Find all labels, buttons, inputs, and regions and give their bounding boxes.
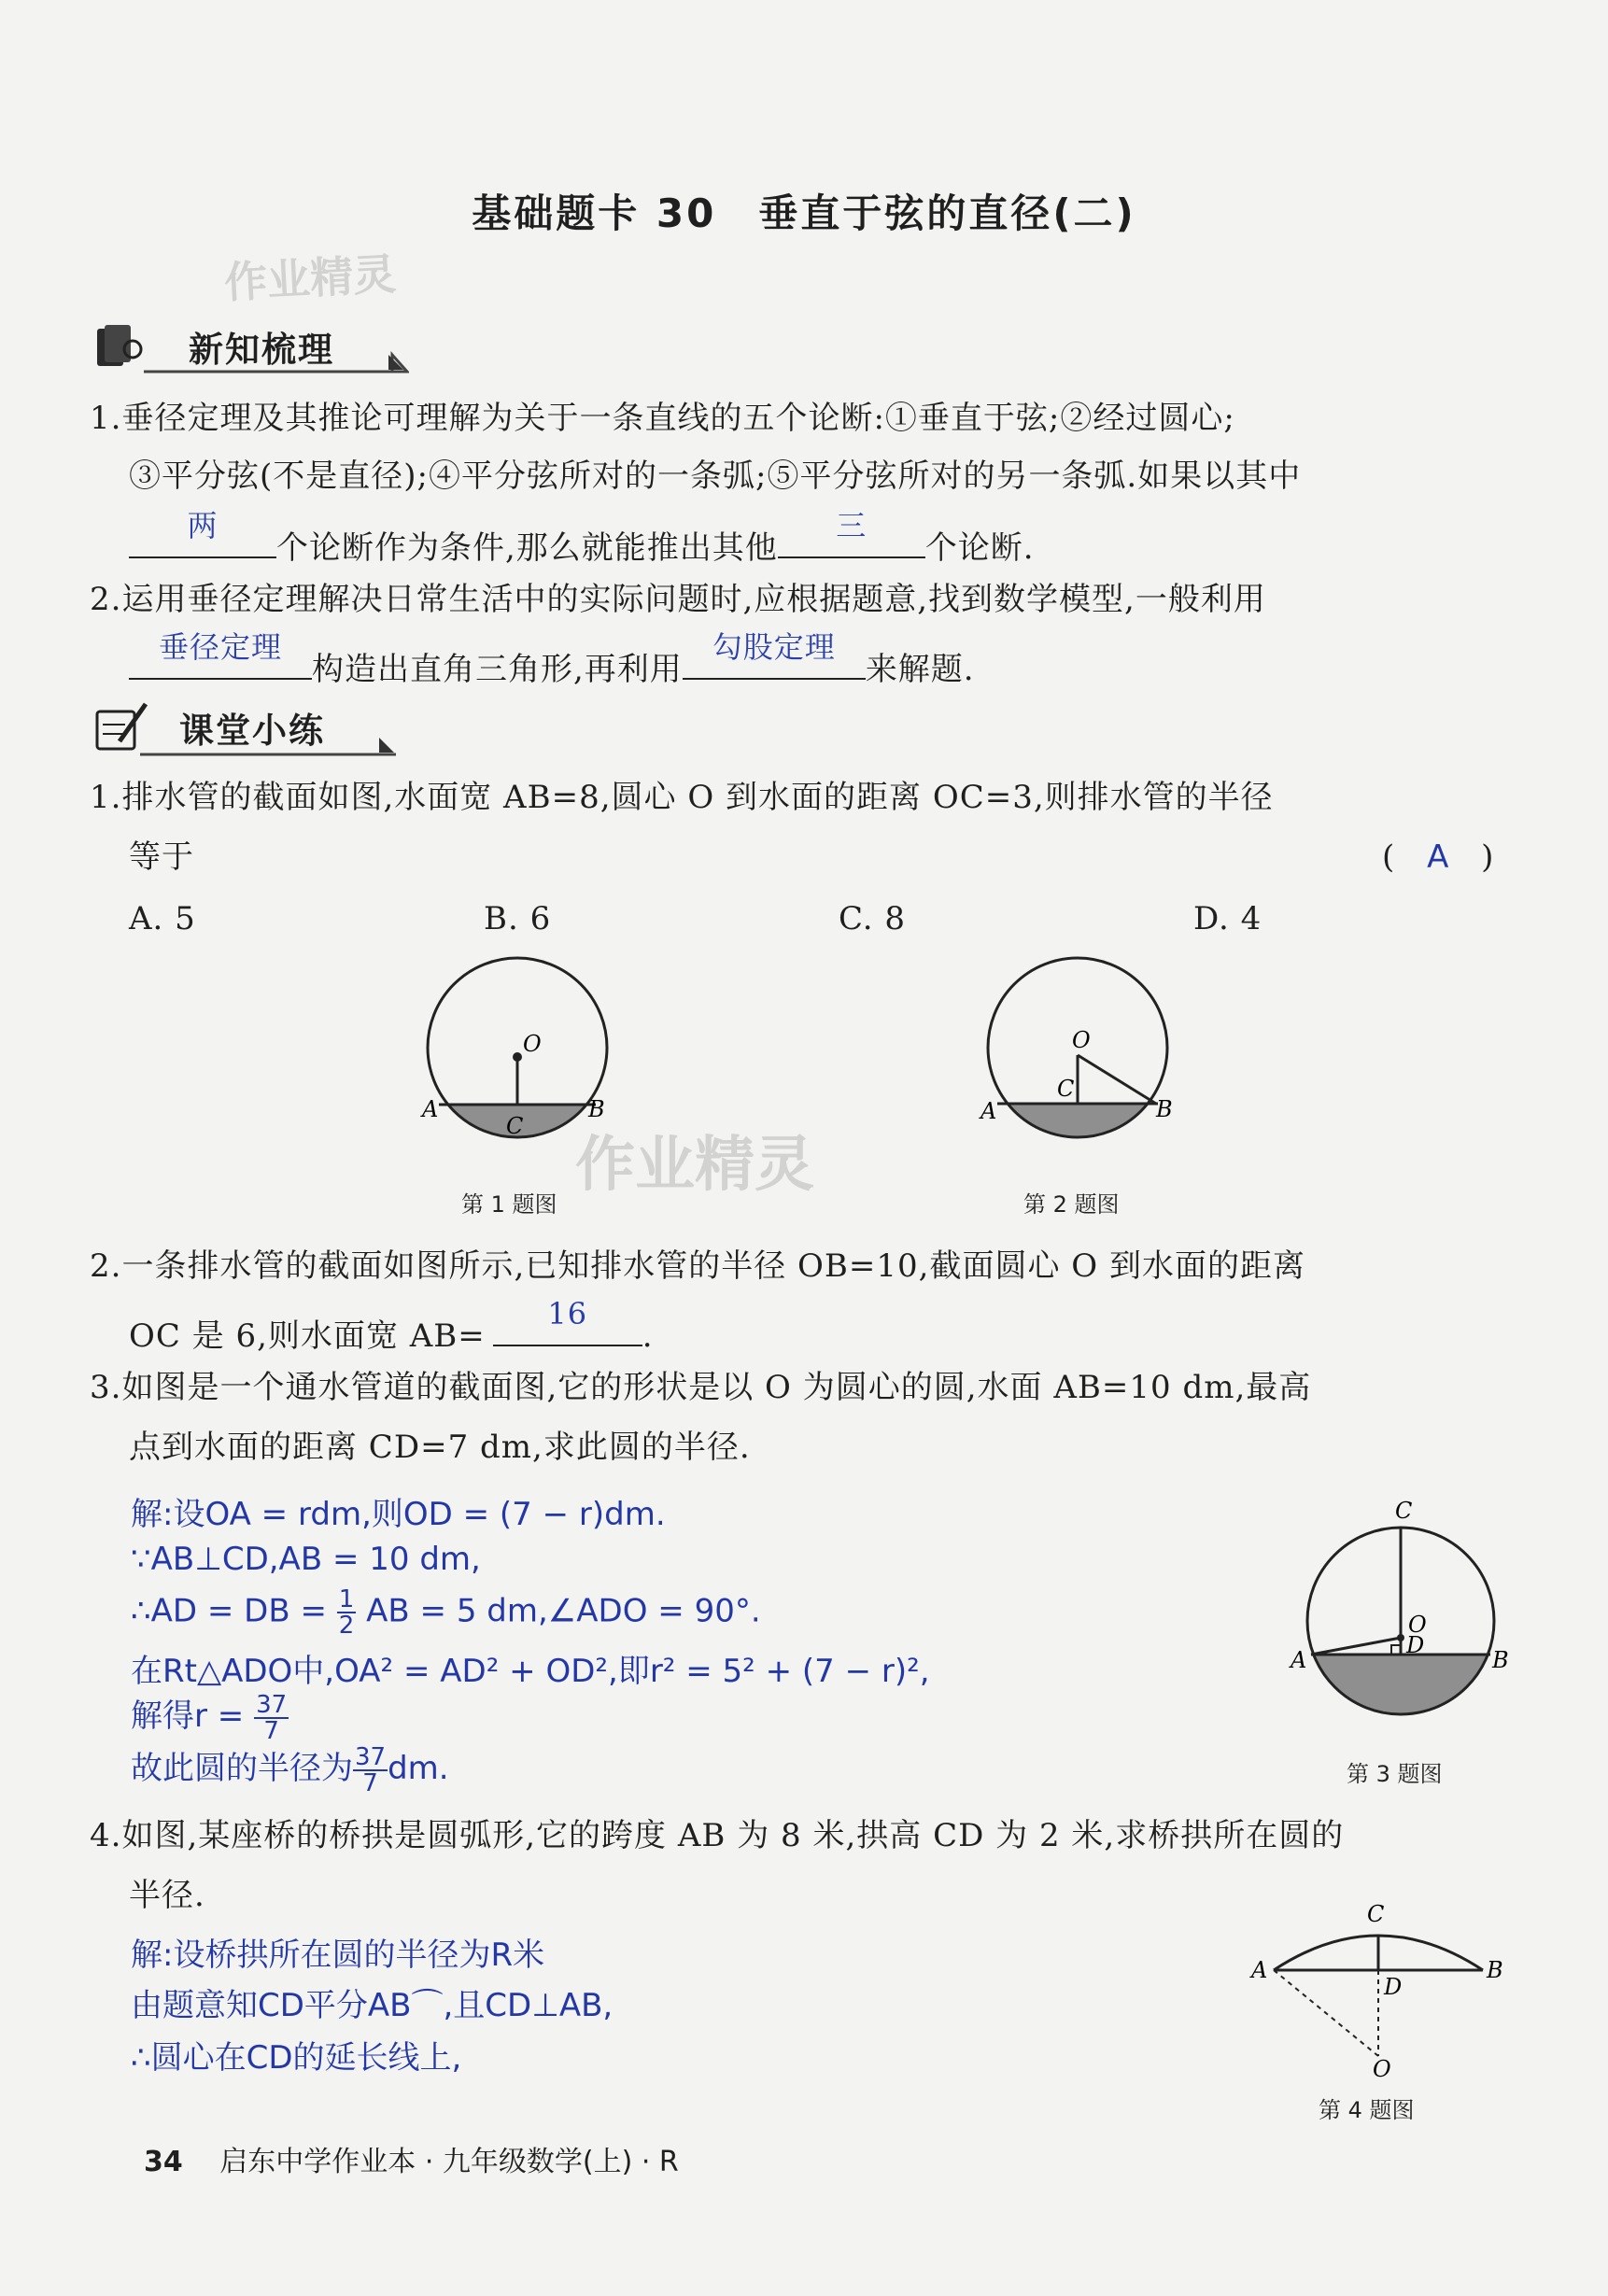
book-title: 启东中学作业本 · 九年级数学(上) · R [219,2146,679,2178]
fig2-label-c: C [1057,1076,1075,1102]
blank-count-2 [778,507,925,558]
q3-sol6-fraction [353,1742,388,1797]
figure-2-diagram [975,952,1199,1167]
fig4-label-b: B [1487,1957,1503,1983]
q1-answer: A [1427,838,1450,876]
knowledge-1-line1: 1.垂径定理及其推论可理解为关于一条直线的五个论断:①垂直于弦;②经过圆心; [90,400,1235,437]
answer-count-1: 两 [187,507,219,543]
q1-bracket-close: ) [1481,838,1495,876]
q1-option-a: A. 5 [129,900,196,937]
q3-solution-3 [131,1587,761,1638]
figure-2-caption: 第 2 题图 [1023,1191,1120,1218]
fig3-label-b: B [1492,1647,1509,1673]
q3-sol3-den: 2 [338,1612,355,1640]
q3-solution-1: 解:设OA = rdm,则OD = (7 − r)dm. [131,1496,666,1533]
q3-sol3-a: ∴AD = DB = [131,1592,327,1630]
watermark-top: 作业精灵 [222,248,398,308]
q2-answer: 16 [547,1295,588,1331]
q4-line1: 4.如图,某座桥的桥拱是圆弧形,它的跨度 AB 为 8 米,拱高 CD 为 2 米,求桥拱所在圆的 [90,1817,1345,1854]
q4-solution-1: 解:设桥拱所在圆的半径为R米 [131,1937,545,1974]
figure-1-caption: 第 1 题图 [461,1191,557,1218]
knowledge-1-mid: 个论断作为条件,那么就能推出其他 [276,529,778,567]
section-header-knowledge [92,317,409,377]
q3-sol6-b: dm. [388,1750,449,1787]
q3-solution-4: 在Rt△ADO中,OA² = AD² + OD²,即r² = 5² + (7 − r)², [131,1653,930,1690]
q2-line1: 2.一条排水管的截面如图所示,已知排水管的半径 OB=10,截面圆心 O 到水面的距离 [90,1247,1305,1285]
knowledge-2-end: 来解题. [865,651,975,688]
q1-line1: 1.排水管的截面如图,水面宽 AB=8,圆心 O 到水面的距离 OC=3,则排水管的半径 [90,779,1274,816]
q4-line2: 半径. [129,1877,205,1914]
knowledge-1-end: 个论断. [924,529,1035,567]
figure-4-caption: 第 4 题图 [1319,2097,1415,2123]
q4-solution-2: 由题意知CD平分AB⌒,且CD⊥AB, [131,1987,614,2024]
knowledge-2-line2 [129,628,975,689]
q2-line2-text: OC 是 6,则水面宽 AB= [129,1317,486,1355]
q3-sol5-fraction [254,1690,289,1745]
q2-end: . [642,1317,654,1355]
figure-3-diagram [1289,1490,1531,1733]
answer-theorem-1: 垂径定理 [158,628,282,665]
fig3-label-d: D [1406,1632,1425,1658]
fig1-label-c: C [506,1113,524,1139]
q2-blank [493,1295,642,1346]
q1-option-c: C. 8 [839,900,907,937]
knowledge-2-line1: 2.运用垂径定理解决日常生活中的实际问题时,应根据题意,找到数学模型,一般利用 [90,581,1266,618]
fig2-label-b: B [1156,1096,1173,1122]
q3-sol3-num: 1 [338,1585,355,1613]
q1-bracket-open: ( [1382,838,1396,876]
q1-option-b: B. 6 [484,900,552,937]
knowledge-1-line2: ③平分弦(不是直径);④平分弦所对的一条弧;⑤平分弦所对的另一条弧.如果以其中 [129,458,1302,495]
q3-sol6-num: 37 [355,1742,387,1771]
section-title-practice: 课堂小练 [179,711,325,751]
watermark-middle: 作业精灵 [575,1131,814,1200]
q3-sol5-den: 7 [263,1716,279,1745]
fig4-label-d: D [1384,1974,1403,2000]
page-number: 34 [144,2146,183,2178]
blank-theorem-2 [683,628,866,680]
fig4-label-a: A [1251,1957,1268,1983]
fig4-label-o: O [1373,2056,1391,2078]
section-header-practice [92,698,400,758]
q3-line1: 3.如图是一个通水管道的截面图,它的形状是以 O 为圆心的圆,水面 AB=10 dm,最高 [90,1369,1312,1406]
fig3-label-o: O [1408,1612,1427,1638]
q4-solution-3: ∴圆心在CD的延长线上, [131,2039,462,2077]
q3-sol6-den: 7 [362,1768,378,1797]
footer [144,2138,679,2179]
blank-count-1 [129,507,276,558]
fig3-label-a: A [1291,1647,1307,1673]
page-title: 基础题卡 30 垂直于弦的直径(二) [472,190,1136,236]
fig1-label-o: O [523,1031,542,1057]
fig4-label-c: C [1367,1901,1385,1927]
fig2-label-o: O [1072,1027,1091,1053]
q1-line2: 等于 [129,838,194,876]
q3-sol5-a: 解得r = [131,1697,245,1735]
figure-3-caption: 第 3 题图 [1347,1761,1443,1787]
q3-solution-6 [131,1742,449,1796]
q3-line2: 点到水面的距离 CD=7 dm,求此圆的半径. [129,1429,751,1466]
q1-answer-bracket [1382,838,1494,877]
fig1-label-a: A [422,1096,439,1122]
q1-option-d: D. 4 [1193,900,1262,937]
blank-theorem-1 [129,628,312,680]
q3-solution-2: ∵AB⊥CD,AB = 10 dm, [131,1541,481,1578]
answer-count-2: 三 [836,507,867,543]
q3-sol3-b: AB = 5 dm,∠ADO = 90°. [366,1592,761,1630]
knowledge-1-line3 [129,507,1035,568]
figure-4-diagram [1248,1873,1528,2078]
fig2-label-a: A [980,1098,997,1124]
q3-sol3-fraction [337,1587,357,1638]
knowledge-2-mid: 构造出直角三角形,再利用 [312,651,683,688]
fig3-label-c: C [1395,1498,1413,1524]
q3-sol5-num: 37 [256,1690,288,1719]
q2-line2 [129,1295,654,1356]
q3-sol6-a: 故此圆的半径为 [131,1750,353,1787]
answer-theorem-2: 勾股定理 [712,628,836,665]
fig1-label-b: B [588,1096,605,1122]
q3-solution-5 [131,1690,289,1743]
section-title-knowledge: 新知梳理 [189,330,334,370]
